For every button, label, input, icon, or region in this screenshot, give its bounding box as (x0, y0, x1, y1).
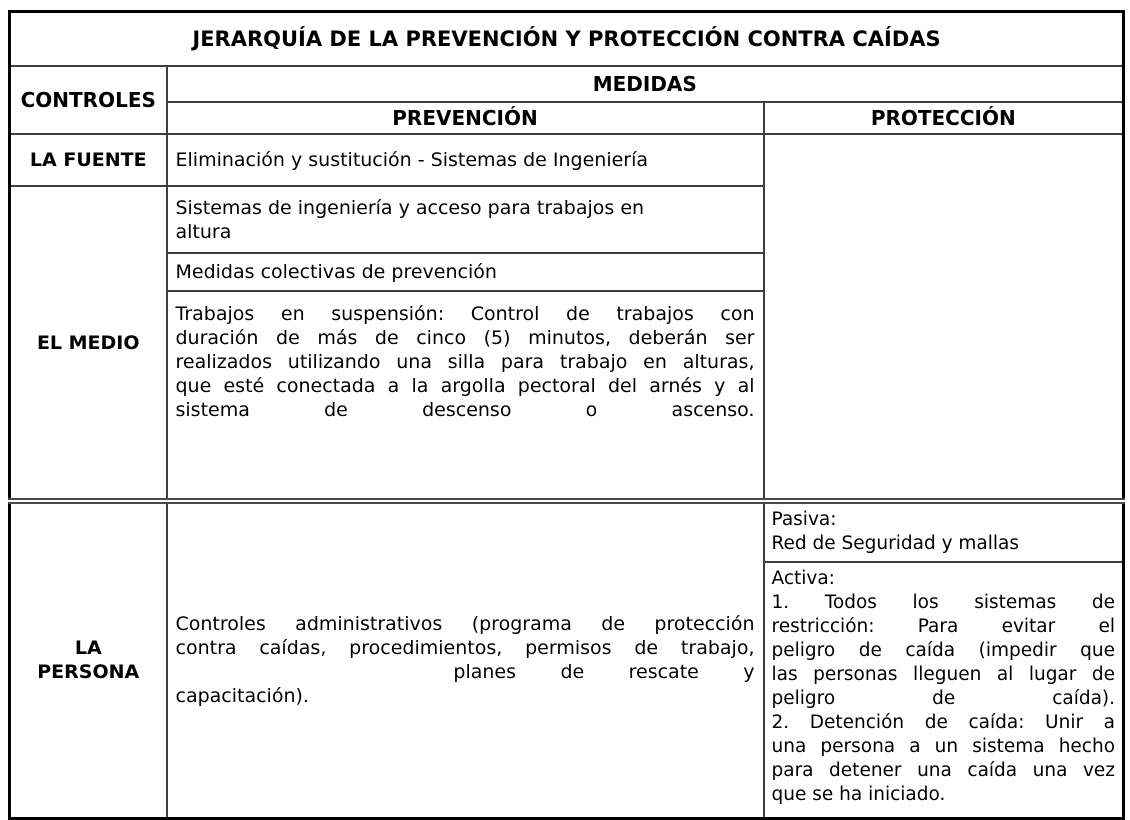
text-line: Pasiva: (771, 509, 837, 530)
row-label-la-persona (10, 501, 167, 818)
text-line: una persona a un sistema hecho (771, 736, 1116, 757)
text-line: que esté conectada a la argolla pectoral del arnés y al (175, 375, 755, 397)
cell-persona-proteccion-pasiva (764, 501, 1124, 562)
text-line: duración de más de cinco (5) minutos, deberán ser (175, 327, 755, 349)
fall-protection-hierarchy-table (8, 10, 1125, 820)
cell-proteccion-placeholder (764, 134, 1124, 501)
text-line: altura (175, 220, 232, 243)
cell-fuente-prevencion: Eliminación y sustitución - Sistemas de Ingeniería (167, 134, 764, 186)
cell-medio-trabajos-suspension (167, 291, 764, 501)
text-line: planes de rescate y (453, 661, 755, 684)
header-medidas: MEDIDAS (167, 66, 1124, 102)
header-proteccion: PROTECCIÓN (764, 102, 1124, 134)
text-line: restricción: Para evitar el (771, 616, 1116, 637)
row-label-el-medio: EL MEDIO (10, 186, 167, 501)
text-line: Sistemas de ingeniería y acceso para trabajos en (175, 196, 645, 219)
text-line: Controles administrativos (programa de protección (175, 613, 755, 636)
cell-medio-sistemas-ingenieria (167, 186, 764, 253)
text-line: para detener una caída una vez (771, 760, 1116, 781)
text-line: LA (74, 637, 102, 660)
text-line: peligro de caída (impedir que (771, 640, 1116, 661)
text-line: que se ha iniciado. (771, 784, 946, 805)
text-line: Red de Seguridad y mallas (771, 533, 1020, 554)
header-controles: CONTROLES (10, 66, 167, 134)
text-line: contra caídas, procedimientos, permisos de trabajo, (175, 637, 755, 660)
header-prevencion: PREVENCIÓN (167, 102, 764, 134)
row-label-la-fuente: LA FUENTE (10, 134, 167, 186)
text-line: peligro de caída). (771, 688, 1116, 709)
text-line: PERSONA (37, 661, 140, 684)
text-line: capacitación). (175, 685, 309, 708)
text-line: 2. Detención de caída: Unir a (771, 712, 1116, 733)
text-line: sistema de descenso o ascenso. (175, 399, 755, 421)
cell-persona-proteccion-activa (764, 562, 1124, 818)
cell-persona-controles-administrativos (167, 501, 764, 818)
text-line: las personas lleguen al lugar de (771, 664, 1116, 685)
table-title: JERARQUÍA DE LA PREVENCIÓN Y PROTECCIÓN CONTRA CAÍDAS (10, 12, 1124, 67)
text-line: 1. Todos los sistemas de (771, 592, 1116, 613)
cell-medio-medidas-colectivas: Medidas colectivas de prevención (167, 253, 764, 291)
text-line: Trabajos en suspensión: Control de trabajos con (175, 303, 755, 325)
text-line: Activa: (771, 568, 835, 589)
text-line: realizados utilizando una silla para trabajo en alturas, (175, 351, 755, 373)
